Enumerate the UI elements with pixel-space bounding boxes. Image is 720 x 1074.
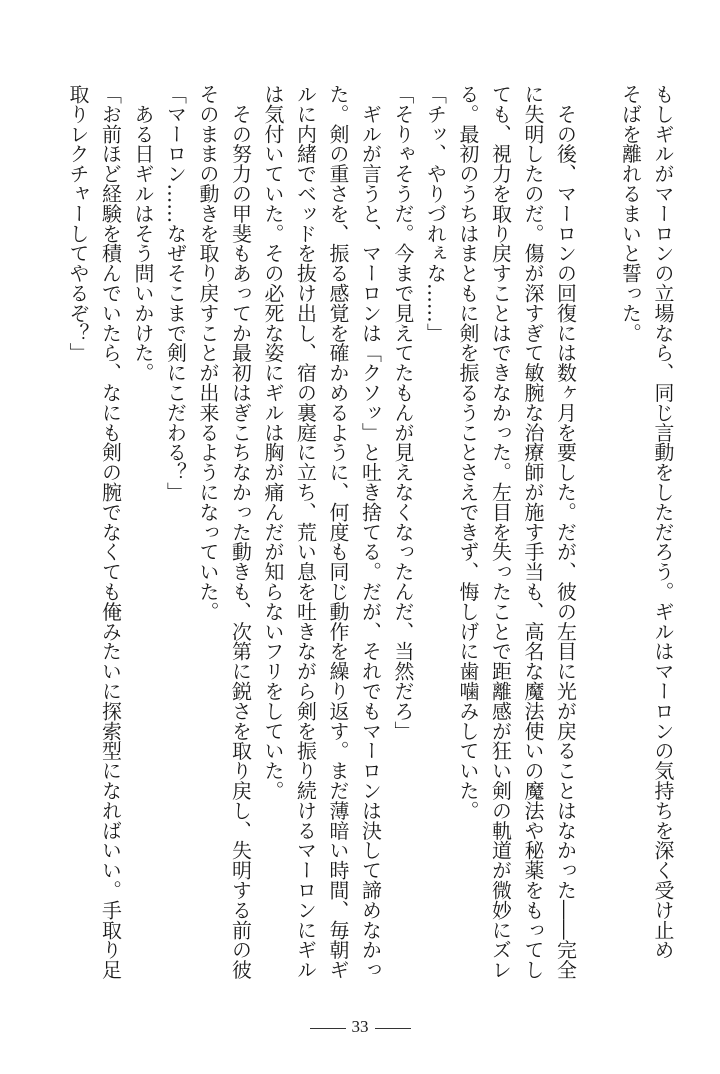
dash-left — [310, 1028, 346, 1029]
text-line: ギルが言うと、マーロンは「クソッ」と吐き捨てる。だが、それでもマーロンは決して諦めなかっ — [358, 84, 382, 980]
page-number — [0, 1015, 720, 1039]
text-line: 「マーロン……なぜそこまで剣にこだわる？」 — [163, 84, 187, 502]
text-line: る。最初のうちはまともに剣を振るうことさえできず、悔しげに歯噛みしていた。 — [456, 84, 479, 821]
text-line: もしギルがマーロンの立場なら、同じ言動をしただろう。ギルはマーロンの気持ちを深く受け止め — [651, 84, 674, 960]
text-line: そのままの動きを取り戻すことが出来るようになっていた。 — [196, 84, 219, 622]
page-number-value: 33 — [351, 1017, 369, 1036]
body-text — [58, 84, 678, 980]
text-line: ある日ギルはそう問いかけた。 — [131, 84, 154, 383]
text-line: その努力の甲斐もあってか最初はぎこちなかった動きも、次第に鋭さを取り戻し、失明する前の彼 — [228, 84, 252, 980]
text-line: 取りレクチャーしてやるぞ？」 — [66, 84, 89, 363]
dash-right — [375, 1028, 411, 1029]
text-line: そばを離れるまいと誓った。 — [618, 84, 642, 343]
text-line: た。剣の重さを、振る感覚を確かめるように、何度も同じ動作を繰り返す。まだ薄暗い時間、毎朝ギ — [326, 84, 349, 980]
blank-line — [581, 84, 614, 969]
text-line: 「お前ほど経験を積んでいたら、なにも剣の腕でなくても俺みたいに探索型になればいい。手取り足 — [98, 84, 122, 980]
text-line: に失明したのだ。傷が深すぎて敏腕な治療師が施す手当も、高名な魔法使いの魔法や秘薬をもってし — [521, 84, 544, 980]
text-line: 「チッ、やりづれぇな……」 — [423, 84, 447, 343]
text-line: は気付いていた。その必死な姿にギルは胸が痛んだが知らないフリをしていた。 — [261, 84, 284, 801]
text-line: その後、マーロンの回復には数ヶ月を要した。だが、彼の左目に光が戻ることはなかった――完全 — [553, 84, 577, 980]
text-line: 「そりゃそうだ。今まで見えてたもんが見えなくなったんだ、当然だろ」 — [391, 84, 414, 741]
text-line: ても、視力を取り戻すことはできなかった。左目を失ったことで距離感が狂い剣の軌道が微妙にズレ — [488, 84, 512, 980]
text-line: ルに内緒でベッドを抜け出し、宿の裏庭に立ち、荒い息を吐きながら剣を振り続けるマーロンにギル — [293, 84, 317, 980]
